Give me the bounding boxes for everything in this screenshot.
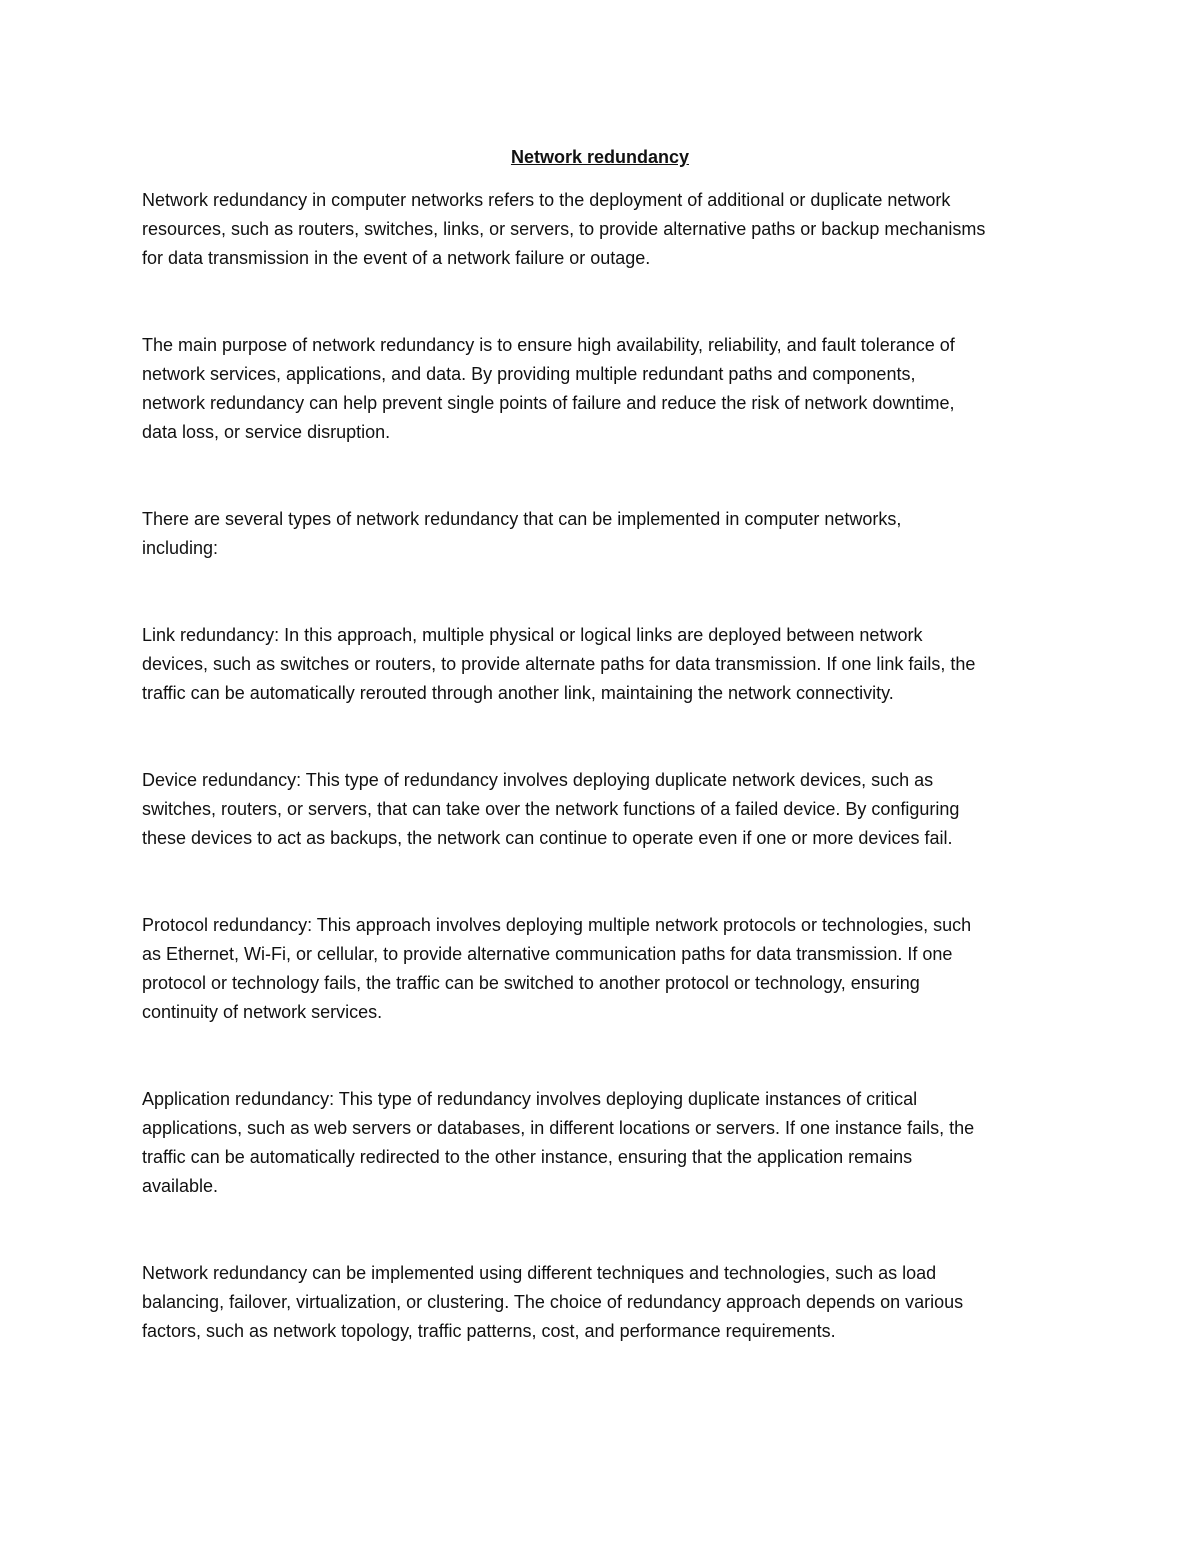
text-line: continuity of network services. bbox=[142, 1002, 383, 1022]
paragraph-protocol-redundancy bbox=[142, 911, 1072, 1027]
text-line: switches, routers, or servers, that can take over the network functions of a failed device. By configuring bbox=[142, 799, 960, 819]
text-line: applications, such as web servers or databases, in different locations or servers. If one instance fails, the bbox=[142, 1118, 975, 1138]
paragraph-implementation bbox=[142, 1259, 1072, 1346]
text-line: There are several types of network redundancy that can be implemented in computer networks, bbox=[142, 509, 902, 529]
text-line: these devices to act as backups, the network can continue to operate even if one or more devices fail. bbox=[142, 828, 953, 848]
text-line: for data transmission in the event of a network failure or outage. bbox=[142, 248, 651, 268]
text-line: The main purpose of network redundancy is to ensure high availability, reliability, and fault tolerance of bbox=[142, 335, 955, 355]
text-line: Network redundancy in computer networks refers to the deployment of additional or duplicate network bbox=[142, 190, 951, 210]
text-line: factors, such as network topology, traffic patterns, cost, and performance requirements. bbox=[142, 1321, 836, 1341]
text-line: Device redundancy: This type of redundancy involves deploying duplicate network devices, such as bbox=[142, 770, 934, 790]
document-title: Network redundancy bbox=[510, 147, 690, 167]
text-line: traffic can be automatically redirected to the other instance, ensuring that the application remains bbox=[142, 1147, 913, 1167]
paragraph-types-intro bbox=[142, 505, 1072, 563]
text-line: network redundancy can help prevent single points of failure and reduce the risk of network downtime, bbox=[142, 393, 955, 413]
text-line: available. bbox=[142, 1176, 219, 1196]
text-line: Protocol redundancy: This approach involves deploying multiple network protocols or technologies, such bbox=[142, 915, 972, 935]
text-line: devices, such as switches or routers, to provide alternate paths for data transmission. If one link fails, the bbox=[142, 654, 976, 674]
text-line: resources, such as routers, switches, links, or servers, to provide alternative paths or backup mechanisms bbox=[142, 219, 986, 239]
text-line: balancing, failover, virtualization, or clustering. The choice of redundancy approach depends on various bbox=[142, 1292, 964, 1312]
text-line: as Ethernet, Wi-Fi, or cellular, to provide alternative communication paths for data transmission. If one bbox=[142, 944, 953, 964]
text-line: network services, applications, and data. By providing multiple redundant paths and components, bbox=[142, 364, 916, 384]
text-line: Network redundancy can be implemented using different techniques and technologies, such as load bbox=[142, 1263, 937, 1283]
text-line: traffic can be automatically rerouted through another link, maintaining the network connectivity. bbox=[142, 683, 894, 703]
paragraph-link-redundancy bbox=[142, 621, 1072, 708]
paragraph-application-redundancy bbox=[142, 1085, 1072, 1201]
paragraph-definition bbox=[142, 186, 1072, 273]
paragraph-device-redundancy bbox=[142, 766, 1072, 853]
text-line: including: bbox=[142, 538, 219, 558]
text-line: data loss, or service disruption. bbox=[142, 422, 391, 442]
text-line: Link redundancy: In this approach, multiple physical or logical links are deployed between network bbox=[142, 625, 923, 645]
text-line: Application redundancy: This type of redundancy involves deploying duplicate instances of critical bbox=[142, 1089, 918, 1109]
paragraph-purpose bbox=[142, 331, 1072, 447]
text-line: protocol or technology fails, the traffic can be switched to another protocol or technology, ensuring bbox=[142, 973, 920, 993]
